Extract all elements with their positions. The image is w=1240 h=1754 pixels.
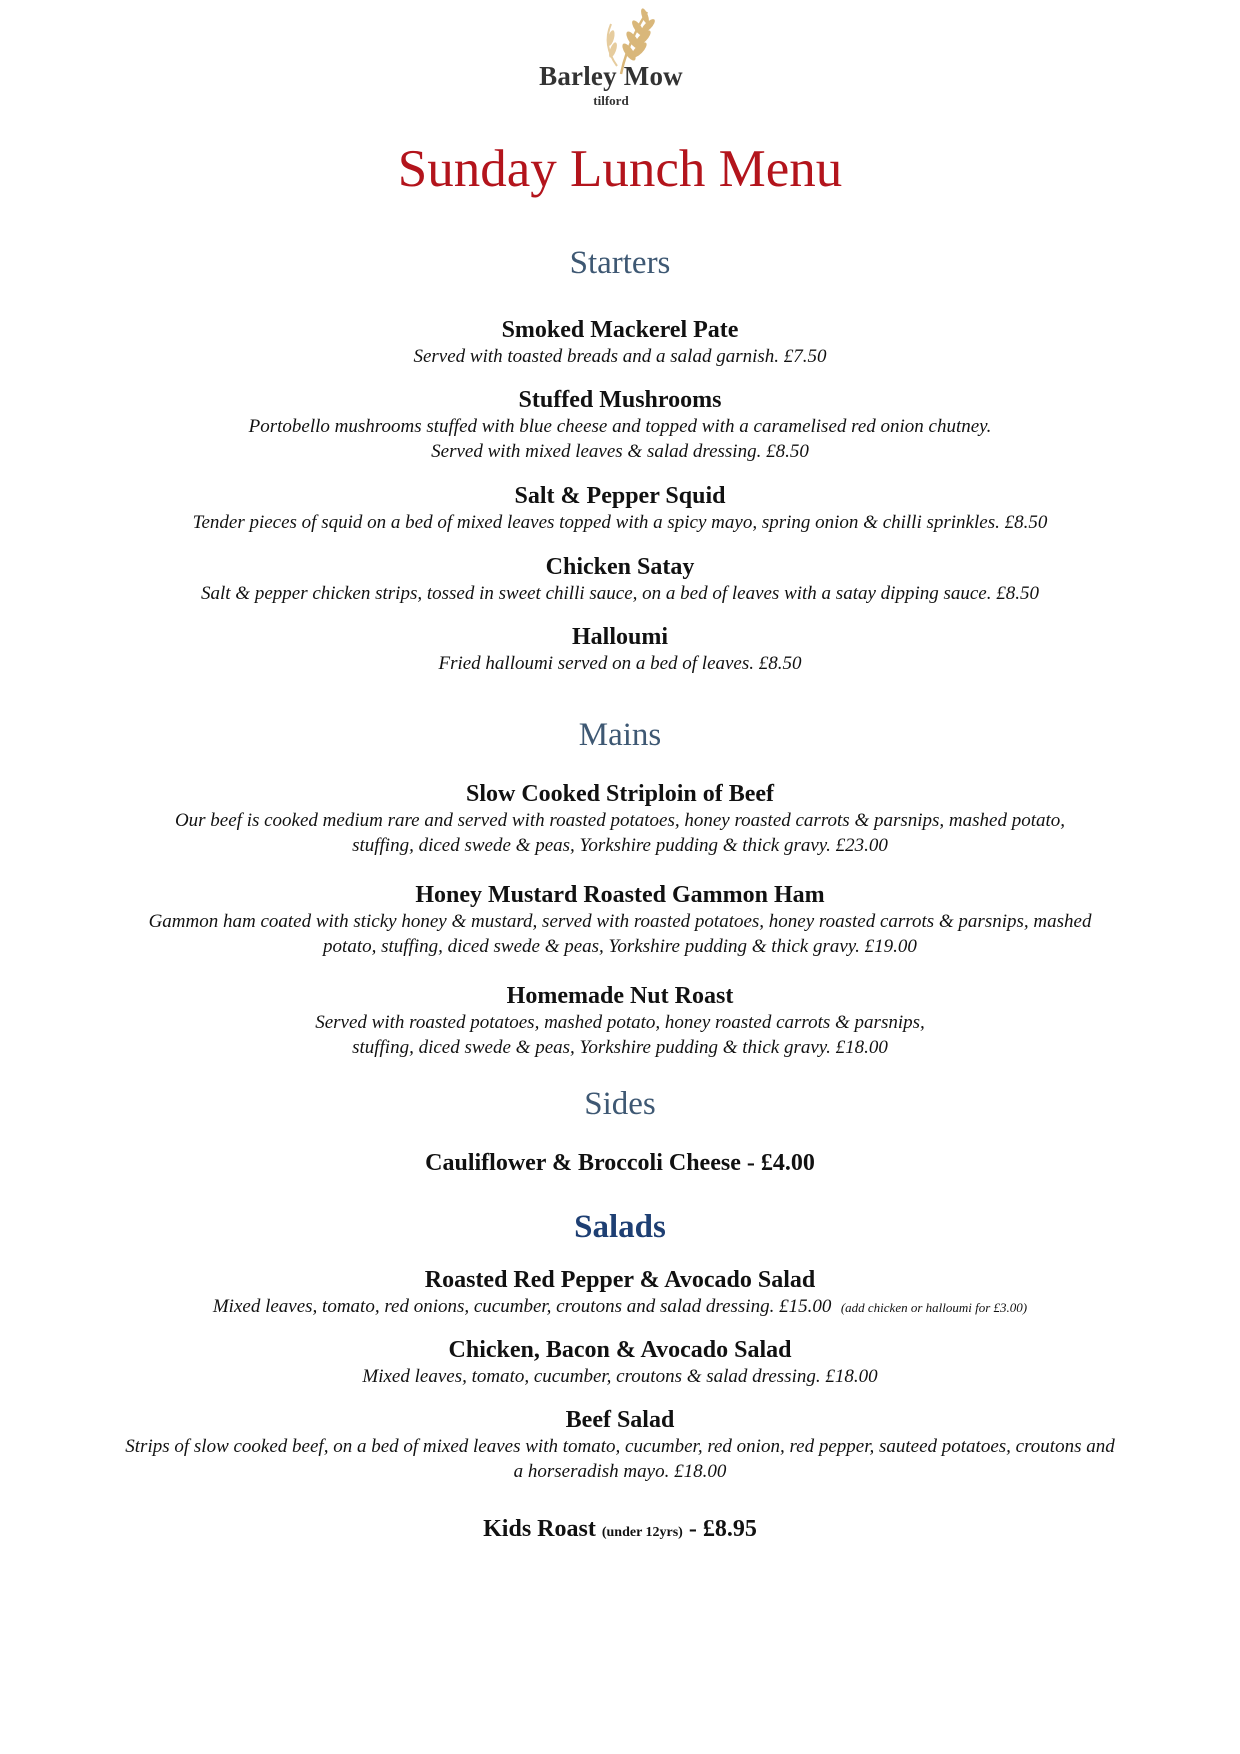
dish-name: Stuffed Mushrooms <box>518 387 722 413</box>
dish-desc: Portobello mushrooms stuffed with blue cheese and topped with a caramelised red onion chutney. <box>248 416 992 437</box>
kids-roast-label: Kids Roast <box>483 1516 596 1542</box>
dish-desc: a horseradish mayo. £18.00 <box>513 1461 727 1482</box>
dish-nut-roast <box>40 982 1200 1060</box>
dish-desc: Gammon ham coated with sticky honey & mustard, served with roasted potatoes, honey roasted carrots & parsnips, mashed <box>148 911 1092 932</box>
dish-name: Smoked Mackerel Pate <box>501 317 739 343</box>
section-heading-mains: Mains <box>578 717 662 753</box>
dish-name: Chicken, Bacon & Avocado Salad <box>448 1337 792 1363</box>
logo-name: Barley Mow <box>539 61 683 91</box>
dish-name: Halloumi <box>571 624 668 650</box>
dish-desc: Tender pieces of squid on a bed of mixed leaves topped with a spicy mayo, spring onion & chilli sprinkles. £8.50 <box>192 512 1048 533</box>
dish-desc: Served with roasted potatoes, mashed potato, honey roasted carrots & parsnips, <box>315 1012 925 1033</box>
dish-name: Salt & Pepper Squid <box>514 483 726 509</box>
dish-name: Homemade Nut Roast <box>506 983 734 1009</box>
dish-desc: Fried halloumi served on a bed of leaves. £8.50 <box>438 653 802 674</box>
section-heading-starters: Starters <box>569 245 671 281</box>
dish-desc: Mixed leaves, tomato, cucumber, croutons & salad dressing. £18.00 <box>362 1366 878 1387</box>
dish-note: (add chicken or halloumi for £3.00) <box>840 1300 1028 1315</box>
dish-desc: stuffing, diced swede & peas, Yorkshire pudding & thick gravy. £23.00 <box>352 835 888 856</box>
kids-roast-price: - £8.95 <box>688 1516 757 1542</box>
dish-gammon-ham <box>40 881 1200 959</box>
dish-desc: stuffing, diced swede & peas, Yorkshire pudding & thick gravy. £18.00 <box>352 1037 888 1058</box>
dish-name: Roasted Red Pepper & Avocado Salad <box>424 1267 816 1293</box>
dish-desc: Served with toasted breads and a salad garnish. £7.50 <box>413 346 827 367</box>
dish-smoked-mackerel-pate <box>40 316 1200 369</box>
section-heading-sides: Sides <box>584 1086 656 1122</box>
dish-chicken-bacon-avocado-salad <box>40 1336 1200 1389</box>
dish-halloumi <box>40 623 1200 676</box>
logo <box>525 4 697 112</box>
dish-salt-pepper-squid <box>40 482 1200 535</box>
dish-chicken-satay <box>40 553 1200 606</box>
dish-stuffed-mushrooms <box>40 386 1200 464</box>
dish-desc: Strips of slow cooked beef, on a bed of mixed leaves with tomato, cucumber, red onion, red pepper, sauteed potatoes, croutons and <box>125 1436 1115 1457</box>
dish-desc-text: Mixed leaves, tomato, red onions, cucumber, croutons and salad dressing. £15.00 <box>212 1296 832 1317</box>
page-title: Sunday Lunch Menu <box>397 140 843 198</box>
dish-beef-salad <box>40 1406 1200 1484</box>
dish-desc: Our beef is cooked medium rare and served with roasted potatoes, honey roasted carrots & parsnips, mashed potato, <box>174 810 1066 831</box>
section-heading-salads: Salads <box>574 1209 666 1245</box>
dish-name: Honey Mustard Roasted Gammon Ham <box>415 882 825 908</box>
dish-name: Chicken Satay <box>545 554 695 580</box>
side-item: Cauliflower & Broccoli Cheese - £4.00 <box>425 1150 815 1176</box>
dish-name: Slow Cooked Striploin of Beef <box>465 781 774 807</box>
dish-desc: Served with mixed leaves & salad dressing. £8.50 <box>431 441 809 462</box>
dish-red-pepper-avocado-salad <box>40 1266 1200 1320</box>
kids-roast-age: (under 12yrs) <box>601 1525 683 1540</box>
dish-name: Beef Salad <box>565 1407 675 1433</box>
dish-desc: potato, stuffing, diced swede & peas, Yorkshire pudding & thick gravy. £19.00 <box>323 936 917 957</box>
dish-striploin-beef <box>40 780 1200 858</box>
dish-desc <box>40 1294 1200 1320</box>
kids-roast <box>0 1516 1240 1543</box>
dish-desc: Salt & pepper chicken strips, tossed in sweet chilli sauce, on a bed of leaves with a satay dipping sauce. £8.50 <box>201 583 1039 604</box>
logo-sub: tilford <box>593 93 629 108</box>
